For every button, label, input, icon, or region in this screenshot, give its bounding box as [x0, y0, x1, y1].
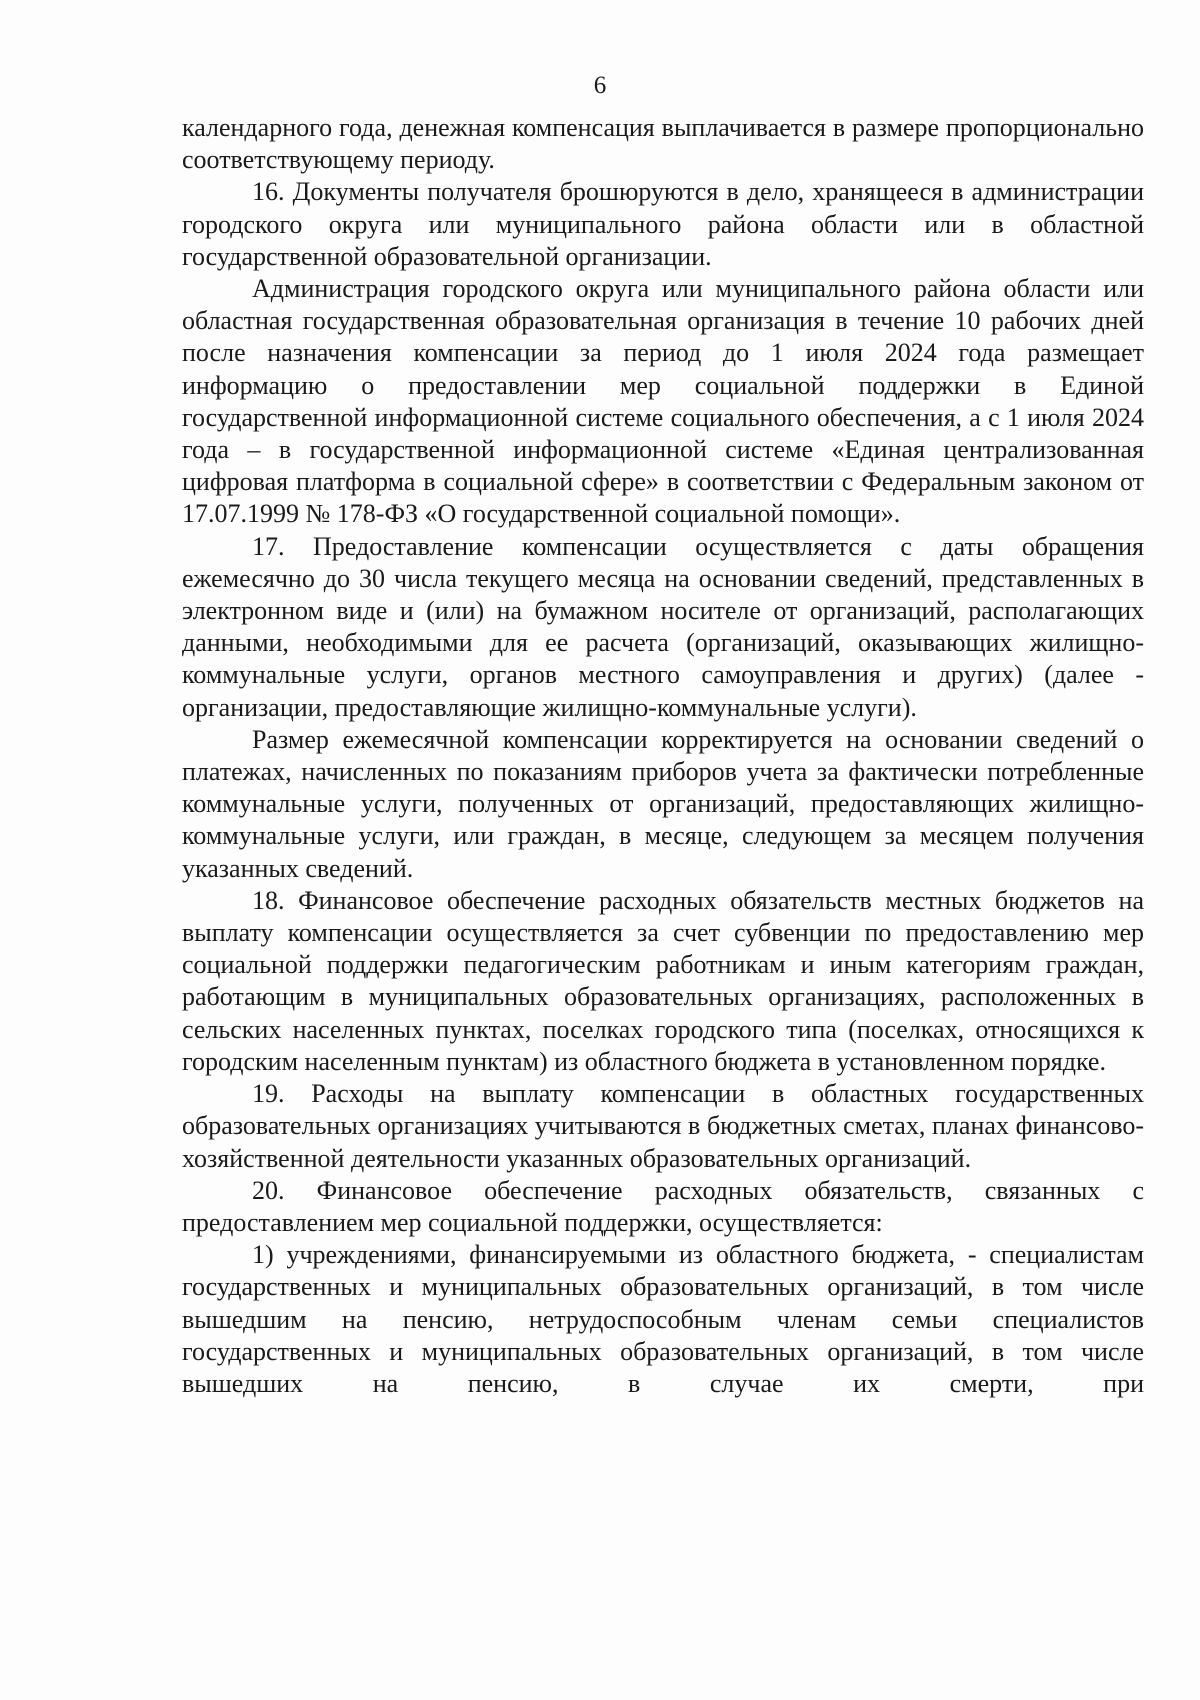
paragraph-17-amount: Размер ежемесячной компенсации корректируется на основании сведений о платежах, начисленных по показаниям приборов учета за фактически потребленные коммунальные услуги, полученных от организаций, предоставляющих жилищно-коммунальные услуги, или граждан, в месяце, следующем за месяцем получения указанных сведений. — [182, 724, 1144, 883]
paragraph-16-administration: Администрация городского округа или муниципального района области или областная государственная образовательная организация в течение 10 рабочих дней после назначения компенсации за период до 1 июля 2024 года размещает информацию о предоставлении мер социальной поддержки в Единой государственной информационной системе социального обеспечения, а с 1 июля 2024 года – в государственной информационной системе «Единая централизованная цифровая платформа в социальной сфере» в соответствии с Федеральным законом от 17.07.1999 № 178-ФЗ «О государственной социальной помощи». — [182, 274, 1144, 529]
paragraph-continuation: календарного года, денежная компенсация выплачивается в размере пропорционально соответствующему периоду. — [182, 113, 1144, 175]
paragraph-18: 18. Финансовое обеспечение расходных обязательств местных бюджетов на выплату компенсации осуществляется за счет субвенции по предоставлению мер социальной поддержки педагогическим работникам и иным категориям граждан, работающим в муниципальных образовательных организациях, расположенных в сельских населенных пунктах, поселках городского типа (поселках, относящихся к городским населенным пунктам) из областного бюджета в установленном порядке. — [182, 885, 1144, 1076]
paragraph-17: 17. Предоставление компенсации осуществляется с даты обращения ежемесячно до 30 числа текущего месяца на основании сведений, представленных в электронном виде и (или) на бумажном носителе от организаций, располагающих данными, необходимыми для ее расчета (организаций, оказывающих жилищно-коммунальные услуги, органов местного самоуправления и других) (далее - организации, предоставляющие жилищно-коммунальные услуги). — [182, 531, 1144, 722]
paragraph-20-item-1: 1) учреждениями, финансируемыми из областного бюджета, - специалистам государственных и муниципальных образовательных организаций, в том числе вышедшим на пенсию, нетрудоспособным членам семьи специалистов государственных и муниципальных образовательных организаций, в том числе вышедших на пенсию, в случае их смерти, при — [182, 1240, 1144, 1398]
paragraph-20: 20. Финансовое обеспечение расходных обязательств, связанных с предоставлением мер социальной поддержки, осуществляется: — [182, 1175, 1144, 1237]
paragraph-19: 19. Расходы на выплату компенсации в областных государственных образовательных организациях учитываются в бюджетных сметах, планах финансово-хозяйственной деятельности указанных образовательных организаций. — [182, 1079, 1144, 1173]
document-body — [182, 112, 1144, 1400]
paragraph-16: 16. Документы получателя брошюруются в дело, хранящееся в администрации городского округа или муниципального района области или в областной государственной образовательной организации. — [182, 177, 1144, 271]
page-number: 6 — [593, 72, 607, 99]
